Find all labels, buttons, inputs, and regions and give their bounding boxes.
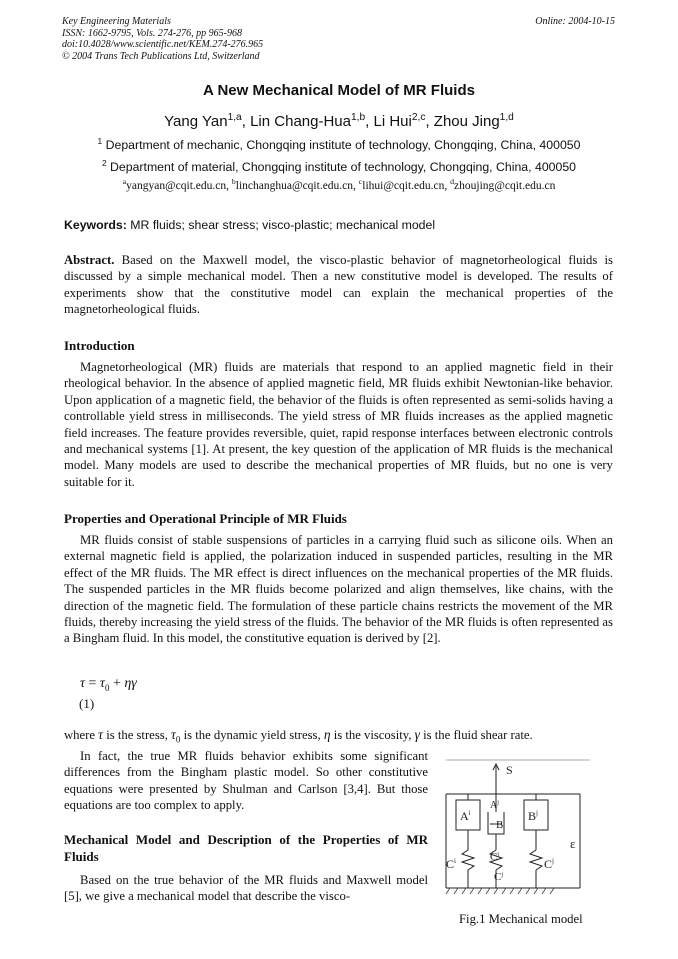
introduction-body (64, 359, 613, 490)
c-j-bottom-label: $C^j$ (494, 871, 504, 883)
properties-paragraph: MR fluids consist of stable suspensions of particles in a carrying fluid such as silicone oils. When an external magnetic field is applied, the polarization induced in suspended particles, resulting in the MR effect of the MR fluids. The MR effect is direct influences on the mechanical properties of the MR fluids. The suspended particles in the MR fluids become polarized and align themselves, like chains, with the direction of the magnetic field. The formulation of these particle chains restricts the movement of the MR fluids, thereby increasing the yield stress of the fluids. The behavior of the MR fluids is often represented as a Bingham fluid. In this model, the constitutive equation is derived by [2]. (64, 533, 613, 646)
author-list: Yang Yan$^{1,a}$, Lin Chang-Hua$^{1,b}$, Li Hui$^{2,c}$, Zhou Jing$^{1,d}$ (164, 112, 514, 130)
where-text: is the dynamic yield stress, (180, 728, 324, 742)
affiliation-text: Department of mechanic, Chongqing institute of technology, Chongqing, China, 400050 (105, 138, 581, 152)
affiliation-2 (0, 157, 678, 174)
equation-1 (80, 676, 137, 693)
issn: ISSN: 1662-9795, Vols. 274-276, pp 965-968 (62, 27, 242, 39)
author-sup: 2,c (411, 112, 426, 123)
where-text: is the stress, (103, 728, 172, 742)
fact-paragraph-block (64, 748, 428, 814)
ground-hatch (446, 888, 554, 894)
introduction-paragraph: Magnetorheological (MR) fluids are materials that respond to an applied magnetic field in their rheological behavior. In the absence of applied magnetic field, MR fluids exhibit Newtonian-like behavior. Upon application of a magnetic field, the behavior of the fluids is often represented as semi-solids having a controllable yield stress in milliseconds. The yield stress of MR fluids increases as the applied magnetic field increases. The feature provides reversible, quiet, rapid response interfaces between electronic controls and mechanical systems [1]. At present, the key question of the application of MR fluids is the mechanical model. Many models are used to describe the mechanical properties of MR fluids, but no one is very suitable for it. (64, 360, 613, 489)
abstract-text: Based on the Maxwell model, the visco-plastic behavior of magnetorheological fluids is discussed by a simple mechanical model. Then a new constitutive model is developed. The results of experiments show that the constitutive model can explain the mechanical properties of the magnetorheological fluids. (64, 253, 613, 317)
where-tau: τ (98, 727, 104, 742)
eq-tau: τ (80, 676, 86, 691)
mechanical-model-figure (440, 756, 600, 906)
email-link[interactable]: yangyan@cqit.edu.cn (126, 180, 227, 192)
affiliation-1 (0, 135, 678, 152)
eq-tau0: τ (99, 676, 105, 691)
journal-name: Key Engineering Materials (62, 16, 171, 27)
email-link[interactable]: zhoujing@cqit.edu.cn (454, 180, 556, 192)
spring-c-i-left (462, 850, 474, 870)
variable-definitions (64, 727, 533, 745)
where-text: is the viscosity, (330, 728, 415, 742)
keywords-label: Keywords: (64, 218, 127, 232)
where-text: is the fluid shear rate. (419, 728, 533, 742)
fact-paragraph: In fact, the true MR fluids behavior exhibits some significant differences from the Bingham plastic model. So other constitutive equations were presented by Shulman and Carlson [3,4]. But those equations are too complex to apply. (64, 749, 428, 813)
where-gamma: γ (414, 727, 420, 742)
section-heading-introduction: Introduction (64, 338, 135, 353)
keywords-text: MR fluids; shear stress; visco-plastic; mechanical model (130, 218, 436, 232)
epsilon-label: ε (570, 836, 576, 851)
eq-equals: = (85, 676, 100, 691)
author-sup: 1,a (227, 112, 242, 123)
a-i-label: $A^i$ (460, 809, 471, 823)
where-tau0: τ (171, 727, 176, 742)
author-sup: 1,d (499, 112, 514, 123)
email-link[interactable]: linchanghua@cqit.edu.cn (235, 180, 354, 192)
c-i-left-label: $C^i$ (446, 857, 456, 871)
spring-c-j-right (530, 850, 542, 870)
abstract-label: Abstract. (64, 253, 115, 267)
b-i-label: $B^i$ (496, 819, 506, 831)
figure-caption: Fig.1 Mechanical model (459, 912, 583, 926)
b-j-label: $B^j$ (528, 809, 538, 823)
paper-title: A New Mechanical Model of MR Fluids (203, 82, 475, 99)
online-date: Online: 2004-10-15 (535, 16, 615, 27)
author-sup: 1,b (350, 112, 366, 123)
mechanical-paragraph: Based on the true behavior of the MR fluids and Maxwell model [5], we give a mechanical model that describe the visco- (64, 873, 428, 904)
c-j-right-label: $C^j$ (544, 857, 554, 871)
eq-tau0-sub: 0 (104, 682, 110, 693)
author-name: Li Hui (373, 113, 412, 130)
where-eta: η (323, 727, 331, 742)
c-i-mid-label: $C^i$ (490, 851, 500, 863)
s-label: S (506, 763, 513, 777)
abstract (64, 252, 613, 318)
affiliation-sup: 1 (97, 135, 103, 146)
doi: doi:10.4028/www.scientific.net/KEM.274-276.965 (62, 39, 264, 50)
author-name: Lin Chang-Hua (250, 113, 351, 130)
email-sup: d (450, 177, 455, 187)
author-name: Zhou Jing (433, 113, 500, 130)
eq-plus: + (109, 676, 125, 691)
equation-number: (1) (79, 696, 95, 711)
journal-header (62, 16, 263, 62)
affiliation-sup: 2 (101, 157, 107, 168)
email-sup: a (122, 177, 127, 187)
where-text: where (64, 728, 99, 742)
a-top-label: $A^j$ (490, 800, 499, 811)
email-link[interactable]: lihui@cqit.edu.cn (362, 180, 445, 192)
author-name: Yang Yan (164, 113, 228, 130)
where-tau0-sub: 0 (175, 734, 181, 745)
email-sup: b (231, 177, 236, 187)
section-heading-properties: Properties and Operational Principle of MR Fluids (64, 511, 347, 526)
section-heading-mechanical: Mechanical Model and Description of the Properties of MR Fluids (64, 832, 428, 864)
mechanical-body (64, 872, 428, 905)
keywords (64, 218, 435, 232)
properties-body (64, 532, 613, 647)
eq-eta-gamma: ηγ (124, 676, 137, 691)
copyright: © 2004 Trans Tech Publications Ltd, Switzerland (62, 50, 260, 62)
email-list: $^a$yangyan@cqit.edu.cn, $^b$linchanghua@cqit.edu.cn, $^c$lihui@cqit.edu.cn, $^d$zhoujing@cqit.edu.cn (122, 177, 556, 192)
email-sup: c (358, 177, 363, 187)
affiliation-text: Department of material, Chongqing institute of technology, Chongqing, China, 400050 (110, 160, 577, 174)
